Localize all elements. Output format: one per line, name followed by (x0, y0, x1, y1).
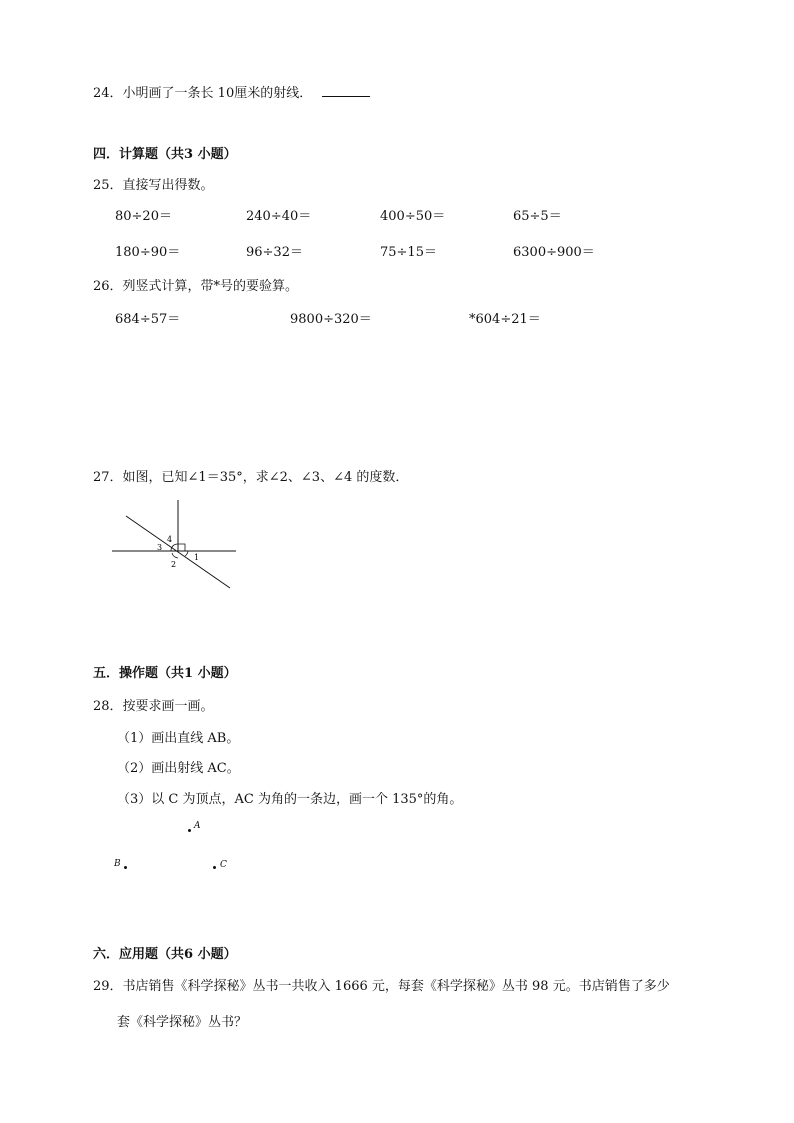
question-27-text: 27．如图，已知∠1＝35°，求∠2、∠3、∠4 的度数． (93, 470, 409, 485)
question-28-sub1: （1）画出直线 AB。 (117, 731, 240, 746)
point-a-dot[interactable] (188, 829, 191, 832)
section-title-application: 六．应用题（共6 小题） (93, 947, 237, 962)
q25-item: 96÷32＝ (246, 245, 303, 260)
section-title-calculation: 四．计算题（共3 小题） (93, 147, 237, 162)
q26-item: 9800÷320＝ (290, 312, 372, 327)
section-title-operation: 五．操作题（共1 小题） (93, 666, 237, 681)
q25-item: 6300÷900＝ (513, 245, 595, 260)
point-a-label: A (194, 821, 201, 831)
q25-item: 240÷40＝ (246, 209, 312, 224)
angle-arc (174, 544, 178, 545)
q25-item: 180÷90＝ (115, 245, 181, 260)
point-b-label: B (114, 859, 121, 869)
question-25-text: 25．直接写出得数。 (93, 178, 214, 193)
question-26-text: 26．列竖式计算，带*号的要验算。 (93, 279, 299, 294)
angle-label-1: 1 (194, 553, 200, 562)
point-c-label: C (220, 860, 227, 870)
q25-item: 65÷5＝ (513, 209, 562, 224)
question-28-text: 28．按要求画一画。 (93, 699, 214, 714)
question-24 (93, 84, 370, 103)
question-29-line1: 29．书店销售《科学探秘》丛书一共收入 1666 元，每套《科学探秘》丛书 98 元。书店销售了多少 (93, 979, 670, 994)
question-28-sub3: （3）以 C 为顶点，AC 为角的一条边，画一个 135°的角。 (117, 792, 463, 807)
q25-item: 80÷20＝ (115, 209, 172, 224)
question-24-text: 24．小明画了一条长 10厘米的射线． (93, 86, 313, 101)
angle-figure (108, 496, 243, 592)
point-c-dot[interactable] (213, 866, 216, 869)
q25-item: 400÷50＝ (380, 209, 446, 224)
q26-item: 684÷57＝ (115, 312, 181, 327)
question-28-sub2: （2）画出射线 AC。 (117, 761, 240, 776)
angle-arc (185, 551, 188, 556)
angle-arc (172, 553, 178, 558)
answer-blank[interactable] (322, 84, 370, 97)
angle-label-4: 4 (167, 535, 173, 544)
q25-item: 75÷15＝ (380, 245, 437, 260)
question-29-line2: 套《科学探秘》丛书？ (117, 1015, 248, 1030)
angle-label-2: 2 (171, 560, 177, 569)
q26-item: *604÷21＝ (469, 312, 541, 327)
angle-label-3: 3 (157, 543, 163, 552)
right-angle-mark (178, 544, 185, 551)
point-b-dot[interactable] (124, 866, 127, 869)
